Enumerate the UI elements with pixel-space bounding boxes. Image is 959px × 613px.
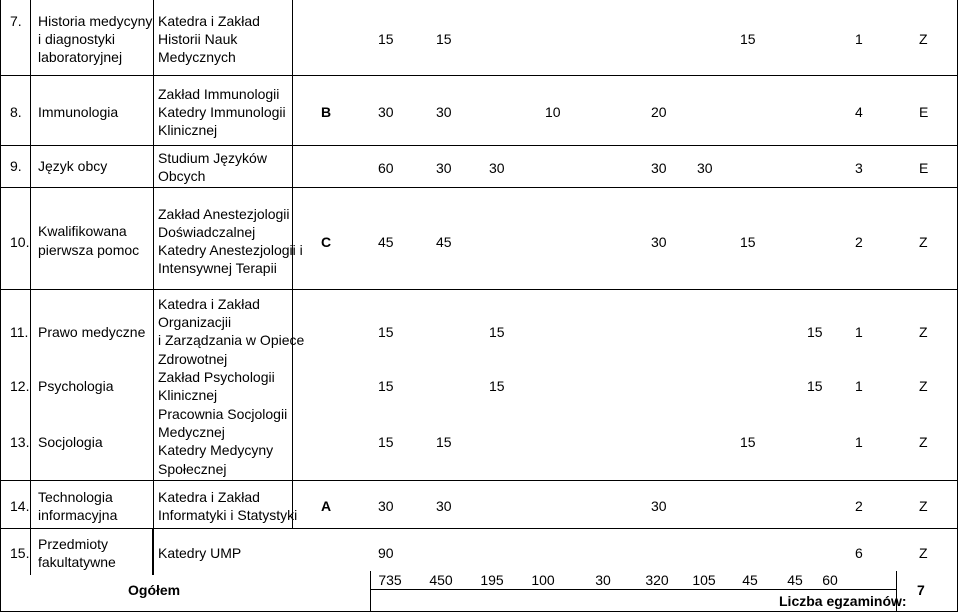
total-value: 100 — [531, 572, 555, 588]
department-name: i Zarządzania w Opiece — [158, 332, 305, 348]
total-value: 450 — [429, 572, 453, 588]
hours-value: 30 — [651, 234, 667, 250]
department-name: Medycznej — [158, 424, 225, 440]
department-name: Intensywnej Terapii — [158, 260, 277, 276]
assessment-form: Z — [919, 31, 928, 47]
total-value: 320 — [645, 572, 669, 588]
department-name: Doświadczalnej — [158, 224, 256, 240]
total-value: 30 — [595, 572, 611, 588]
ects-points: 1 — [855, 434, 863, 450]
department-name: Klinicznej — [158, 387, 218, 403]
assessment-form: Z — [919, 234, 928, 250]
subject-name: i diagnostyki — [38, 31, 116, 47]
row-number: 15. — [10, 545, 30, 561]
hours-total: 15 — [378, 378, 394, 394]
assessment-form: E — [919, 104, 929, 120]
row-number: 11. — [10, 324, 29, 340]
hours-total: 15 — [378, 31, 394, 47]
subject-name: Socjologia — [38, 434, 103, 450]
row-number: 7. — [10, 13, 22, 29]
ects-points: 4 — [855, 104, 863, 120]
totals-label: Ogółem — [128, 582, 181, 598]
row-number: 9. — [10, 158, 22, 174]
department-name: Studium Języków — [158, 150, 267, 166]
hours-total: 30 — [378, 498, 394, 514]
subject-name: Historia medycyny — [38, 13, 153, 29]
hours-value: 30 — [697, 160, 713, 176]
hours-lectures: 15 — [489, 378, 505, 394]
ects-points: 6 — [855, 545, 863, 561]
row-number: 12. — [10, 378, 30, 394]
ects-points: 3 — [855, 160, 863, 176]
department-name: Zdrowotnej — [158, 351, 228, 367]
hours-total: 30 — [378, 104, 394, 120]
course-type: B — [321, 104, 332, 120]
hours-lectures: 30 — [436, 160, 452, 176]
subject-name: Technologia — [38, 489, 113, 505]
total-value: 735 — [378, 572, 402, 588]
assessment-form: Z — [919, 378, 928, 394]
grid-line — [0, 611, 958, 612]
hours-value: 30 — [489, 160, 505, 176]
assessment-form: Z — [919, 324, 928, 340]
hours-total: 90 — [378, 545, 394, 561]
ects-points: 2 — [855, 498, 863, 514]
department-name: Katedry UMP — [158, 545, 242, 561]
hours-total: 45 — [378, 234, 394, 250]
total-value: 45 — [787, 572, 803, 588]
total-value: 60 — [822, 572, 838, 588]
subject-name: Kwalifikowana — [38, 223, 127, 239]
department-name: Katedra i Zakład — [158, 489, 260, 505]
hours-total: 15 — [378, 434, 394, 450]
department-name: Katedra i Zakład — [158, 13, 260, 29]
department-name: Katedry Immunologii — [158, 104, 286, 120]
grid-line — [0, 480, 958, 481]
department-name: Katedry Medycyny — [158, 442, 274, 458]
total-value: 105 — [692, 572, 716, 588]
hours-lectures: 45 — [436, 234, 452, 250]
subject-name: Przedmioty — [38, 536, 109, 552]
hours-lectures: 15 — [436, 434, 452, 450]
row-number: 8. — [10, 104, 22, 120]
hours-value: 15 — [740, 31, 756, 47]
subject-name: informacyjna — [38, 507, 118, 523]
hours-lectures: 30 — [436, 104, 452, 120]
subject-name: Psychologia — [38, 378, 114, 394]
grid-line — [0, 0, 1, 611]
grid-line — [153, 0, 154, 575]
department-name: Zakład Immunologii — [158, 86, 280, 102]
hours-value: 10 — [545, 104, 561, 120]
hours-value: 20 — [651, 104, 667, 120]
assessment-form: Z — [919, 498, 928, 514]
grid-line — [30, 0, 31, 575]
row-number: 10. — [10, 234, 30, 250]
grid-line — [0, 289, 958, 290]
hours-value: 15 — [740, 434, 756, 450]
department-name: Organizacjii — [158, 314, 232, 330]
ects-points: 1 — [855, 378, 863, 394]
ects-points: 1 — [855, 31, 863, 47]
department-name: Obcych — [158, 168, 206, 184]
department-name: Zakład Anestezjologii — [158, 206, 290, 222]
grid-line — [370, 589, 896, 590]
department-name: Klinicznej — [158, 122, 218, 138]
grid-line — [0, 75, 958, 76]
department-name: Zakład Psychologii — [158, 369, 275, 385]
course-type: A — [321, 498, 332, 514]
subject-name: fakultatywne — [38, 554, 116, 570]
department-name: Medycznych — [158, 49, 236, 65]
department-name: Katedra i Zakład — [158, 296, 260, 312]
total-value: 195 — [480, 572, 504, 588]
hours-value: 30 — [651, 160, 667, 176]
ects-points: 1 — [855, 324, 863, 340]
subject-name: Prawo medyczne — [38, 324, 146, 340]
hours-value: 15 — [807, 324, 823, 340]
subject-name: Język obcy — [38, 158, 108, 174]
grid-line — [292, 0, 293, 528]
hours-total: 15 — [378, 324, 394, 340]
hours-lectures: 15 — [489, 324, 505, 340]
hours-lectures: 15 — [436, 31, 452, 47]
hours-lectures: 30 — [436, 498, 452, 514]
row-number: 13. — [10, 434, 30, 450]
exam-count-label: Liczba egzaminów: — [779, 593, 907, 609]
assessment-form: Z — [919, 434, 928, 450]
course-type: C — [321, 234, 332, 250]
subject-name: Immunologia — [38, 104, 119, 120]
assessment-form: Z — [919, 545, 928, 561]
department-name: Historii Nauk — [158, 31, 238, 47]
hours-value: 15 — [740, 234, 756, 250]
hours-total: 60 — [378, 160, 394, 176]
assessment-form: E — [919, 160, 929, 176]
grid-line — [957, 0, 958, 611]
grid-line — [0, 528, 958, 529]
grid-line — [0, 145, 958, 146]
department-name: Pracownia Socjologii — [158, 406, 288, 422]
hours-value: 15 — [807, 378, 823, 394]
exam-count: 7 — [917, 582, 925, 598]
department-name: Katedry Anestezjologii i — [158, 242, 303, 258]
total-value: 45 — [742, 572, 758, 588]
department-name: Społecznej — [158, 461, 227, 477]
grid-line — [152, 528, 153, 575]
department-name: Informatyki i Statystyki — [158, 507, 298, 523]
grid-line — [0, 187, 958, 188]
hours-value: 30 — [651, 498, 667, 514]
row-number: 14. — [10, 498, 30, 514]
subject-name: pierwsza pomoc — [38, 242, 140, 258]
ects-points: 2 — [855, 234, 863, 250]
subject-name: laboratoryjnej — [38, 49, 123, 65]
